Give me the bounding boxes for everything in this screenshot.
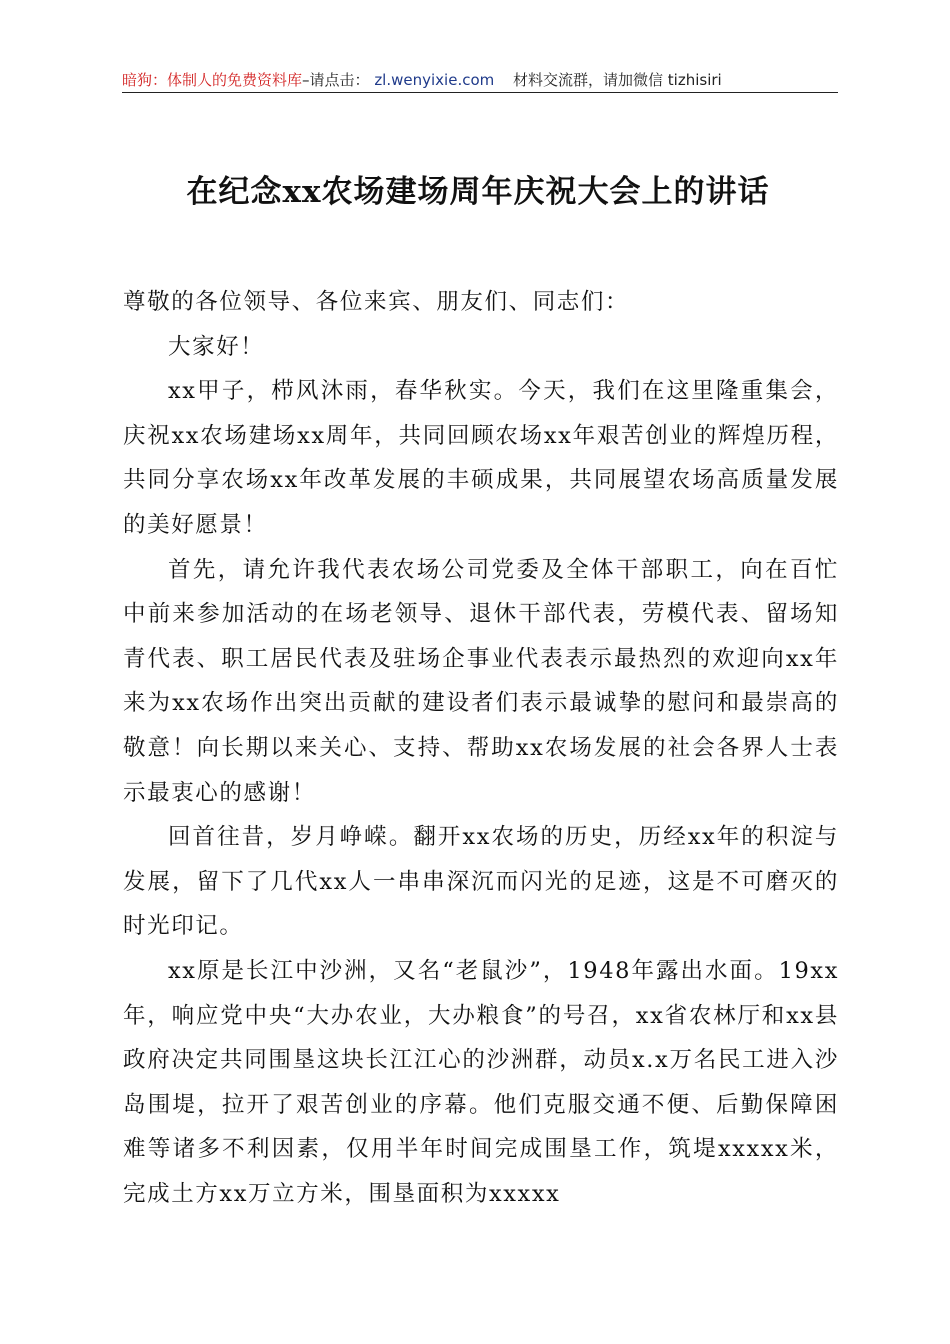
paragraph: xx原是长江中沙洲，又名“老鼠沙”，1948年露出水面。19xx年，响应党中央“大办农业，大办粮食”的号召，xx省农林厅和xx县政府决定共同围垦这块长江江心的沙洲群，动员x.x万名民工进入沙岛围堤，拉开了艰苦创业的序幕。他们克服交通不便、后勤保障困难等诸多不利因素，仅用半年时间完成围垦工作，筑堤xxxxx米，完成土方xx万立方米，围垦面积为xxxxx	[123, 957, 839, 1207]
paragraph: 首先，请允许我代表农场公司党委及全体干部职工，向在百忙中前来参加活动的在场老领导、退休干部代表，劳模代表、留场知青代表、职工居民代表及驻场企事业代表表示最热烈的欢迎向xx年来为xx农场作出突出贡献的建设者们表示最诚挚的慰问和最崇高的敬意！向长期以来关心、支持、帮助xx农场发展的社会各界人士表示最衷心的感谢！	[123, 556, 839, 806]
header-wechat-text: 材料交流群，请加微信 tizhisiri	[513, 71, 722, 89]
header-click-text: –请点击：	[302, 71, 370, 89]
document-title: 在纪念xx农场建场周年庆祝大会上的讲话	[186, 174, 770, 210]
salutation: 尊敬的各位领导、各位来宾、朋友们、同志们：	[123, 289, 630, 315]
page-header	[122, 68, 838, 93]
header-promo-text: 暗狗：体制人的免费资料库	[122, 71, 303, 89]
paragraph: xx甲子，栉风沐雨，春华秋实。今天，我们在这里隆重集会，庆祝xx农场建场xx周年，共同回顾农场xx年艰苦创业的辉煌历程，共同分享农场xx年改革发展的丰硕成果，共同展望农场高质量发展的美好愿景！	[123, 378, 839, 538]
paragraph: 大家好！	[168, 333, 265, 360]
header-link[interactable]: zl.wenyixie.com	[374, 71, 495, 89]
paragraph: 回首往昔，岁月峥嵘。翻开xx农场的历史，历经xx年的积淀与发展，留下了几代xx人一串串深沉而闪光的足迹，这是不可磨灭的时光印记。	[123, 824, 839, 940]
document-body	[123, 280, 839, 1216]
